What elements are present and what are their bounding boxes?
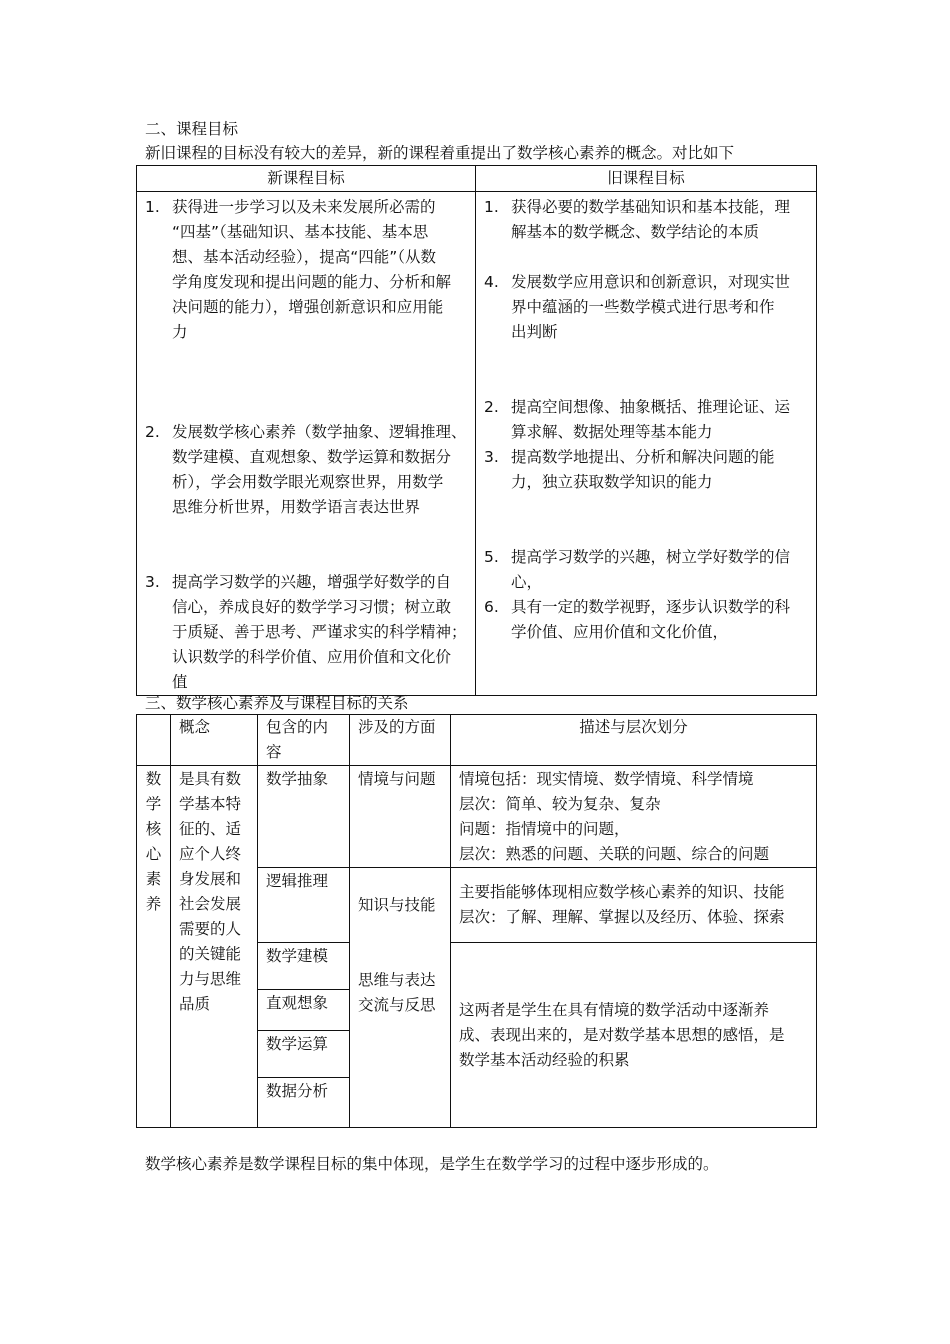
aspects-header: 涉及的方面 (350, 715, 451, 766)
new-goals-header: 新课程目标 (137, 166, 476, 192)
content-operation: 数学运算 (258, 1031, 350, 1078)
row-label: 数学核心素养 (145, 770, 162, 913)
description-knowledge: 主要指能够体现相应数学核心素养的知识、技能 层次：了解、理解、掌握以及经历、体验、探索 (451, 868, 817, 943)
old-goals-header: 旧课程目标 (476, 166, 817, 192)
old-goals-cell (476, 192, 817, 696)
old-goal-item: 4. 发展数学应用意识和创新意识，对现实世 界中蕴涵的一些数学模式进行思考和作 出判断 (484, 273, 791, 341)
section2-heading: 二、课程目标 (145, 120, 239, 138)
new-goal-item: 2. 发展数学核心素养（数学抽象、逻辑推理、 数学建模、直观想象、数学运算和数据分 析），学会用数学眼光观察世界，用数学 思维分析世界，用数学语言表达世界 (145, 423, 467, 516)
section3-heading: 三、数学核心素养及与课程目标的关系 (145, 694, 409, 712)
aspect-column (350, 868, 451, 1128)
section2-intro: 新旧课程的目标没有较大的差异，新的课程着重提出了数学核心素养的概念。对比如下 (145, 144, 735, 162)
old-goal-item: 6. 具有一定的数学视野，逐步认识数学的科 学价值、应用价值和文化价值， (484, 598, 791, 641)
aspect-thinking: 思维与表达 (358, 971, 436, 989)
old-goal-item: 1. 获得必要的数学基础知识和基本技能，理 解基本的数学概念、数学结论的本质 (484, 198, 791, 241)
content-imagination: 直观想象 (258, 990, 350, 1031)
conclusion-text: 数学核心素养是数学课程目标的集中体现，是学生在数学学习的过程中逐步形成的。 (145, 1155, 719, 1173)
concept-header: 概念 (171, 715, 258, 766)
new-goal-item: 3. 提高学习数学的兴趣，增强学好数学的自 信心，养成良好的数学学习习惯；树立敢 于质疑、善于思考、严谨求实的科学精神； 认识数学的科学价值、应用价值和文化价 值 (145, 573, 467, 691)
content-abstraction: 数学抽象 (258, 766, 350, 868)
old-goal-item: 5. 提高学习数学的兴趣，树立学好数学的信 心， (484, 548, 791, 591)
aspect-communication: 交流与反思 (358, 996, 436, 1014)
header-blank-cell (137, 715, 171, 766)
aspect-situation: 情境与问题 (350, 766, 451, 868)
goals-comparison-table (136, 165, 817, 696)
content-data-analysis: 数据分析 (258, 1078, 350, 1128)
new-goal-item: 1. 获得进一步学习以及未来发展所必需的 “四基”（基础知识、基本技能、基本思 想、基本活动经验），提高“四能”（从数 学角度发现和提出问题的能力、分析和解 决问题的能力），增强创新意识和应用能 力 (145, 198, 452, 341)
content-header: 包含的内容 (258, 715, 350, 766)
aspect-knowledge: 知识与技能 (358, 896, 436, 914)
concept-cell (171, 766, 258, 1128)
content-reasoning: 逻辑推理 (258, 868, 350, 943)
core-literacy-table (136, 714, 817, 1128)
new-goals-cell (137, 192, 476, 696)
description-header: 描述与层次划分 (451, 715, 817, 766)
content-modeling: 数学建模 (258, 943, 350, 990)
concept-text: 是具有数学基本特征的、适应个人终身发展和社会发展需要的人的关键能力与思维品质 (179, 770, 242, 1013)
description-thinking: 这两者是学生在具有情境的数学活动中逐渐养 成、表现出来的，是对数学基本思想的感悟，是 数学基本活动经验的积累 (451, 943, 817, 1128)
description-situation: 情境包括：现实情境、数学情境、科学情境 层次：简单、较为复杂、复杂 问题：指情境中的问题， 层次：熟悉的问题、关联的问题、综合的问题 (451, 766, 817, 868)
row-label-cell (137, 766, 171, 1128)
old-goal-item: 3. 提高数学地提出、分析和解决问题的能 力，独立获取数学知识的能力 (484, 448, 775, 491)
old-goal-item: 2. 提高空间想像、抽象概括、推理论证、运 算求解、数据处理等基本能力 (484, 398, 791, 441)
